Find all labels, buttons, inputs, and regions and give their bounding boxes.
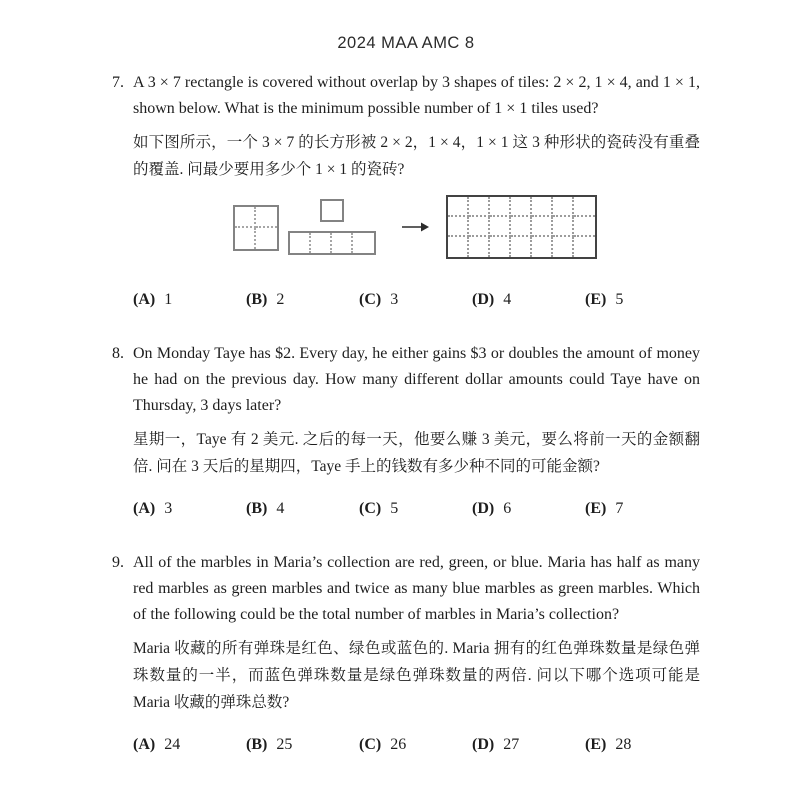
grid-cell	[490, 217, 511, 237]
grid-cell	[469, 217, 490, 237]
choice-label: (E)	[585, 500, 607, 517]
grid-cell	[511, 197, 532, 217]
choice-value: 28	[615, 736, 632, 753]
problem-8	[112, 341, 700, 522]
choice-label: (C)	[359, 291, 382, 308]
choice-label: (D)	[472, 291, 495, 308]
choice-value: 4	[276, 500, 285, 517]
grid-cell	[532, 197, 553, 217]
grid-cell	[469, 197, 490, 217]
problem-text-english: All of the marbles in Maria’s collection are red, green, or blue. Maria has half as many red marbles as green marbles and twice as many blue marbles as green marbles. Which of the following could be the total number of marbles in Maria’s collection?	[133, 554, 700, 623]
grid-cell	[574, 217, 595, 237]
choice-value: 24	[164, 736, 181, 753]
grid-cell	[511, 217, 532, 237]
right-arrow-icon	[401, 220, 429, 239]
choice-A	[133, 287, 246, 313]
choice-value: 7	[615, 500, 624, 517]
grid-cell	[235, 207, 256, 228]
grid-cell	[553, 237, 574, 257]
grid-cell	[311, 233, 332, 253]
choice-value: 3	[390, 291, 399, 308]
choice-label: (C)	[359, 736, 382, 753]
choice-label: (B)	[246, 736, 268, 753]
grid-cell	[553, 217, 574, 237]
grid-cell	[490, 197, 511, 217]
choice-value: 4	[503, 291, 512, 308]
choice-label: (B)	[246, 500, 268, 517]
choice-value: 26	[390, 736, 407, 753]
choice-value: 27	[503, 736, 520, 753]
choice-C	[359, 496, 472, 522]
problem-7	[112, 70, 700, 313]
choice-value: 5	[615, 291, 624, 308]
problem-text-chinese: 如下图所示，一个 3 × 7 的长方形被 2 × 2，1 × 4，1 × 1 这 3 种形状的瓷砖没有重叠的覆盖. 问最少要用多少个 1 × 1 的瓷砖?	[133, 134, 700, 178]
grid-cell	[511, 237, 532, 257]
tile-1x4	[288, 231, 376, 255]
grid-cell	[353, 233, 374, 253]
grid-cell	[532, 217, 553, 237]
choice-label: (D)	[472, 500, 495, 517]
problem-text-english: On Monday Taye has $2. Every day, he either gains $3 or doubles the amount of money he had on the previous day. How many different dollar amounts could Taye have on Thursday, 3 days later?	[133, 345, 700, 414]
grid-cell	[448, 197, 469, 217]
rectangle-3x7	[446, 195, 597, 259]
answer-choices	[133, 287, 700, 313]
problem-number: 9.	[112, 554, 124, 571]
choice-value: 25	[276, 736, 293, 753]
choice-label: (A)	[133, 291, 156, 308]
answer-choices	[133, 732, 700, 758]
problem-text-chinese: 星期一，Taye 有 2 美元. 之后的每一天，他要么赚 3 美元，要么将前一天的金额翻倍. 问在 3 天后的星期四，Taye 手上的钱数有多少种不同的可能金额?	[133, 431, 700, 475]
choice-value: 3	[164, 500, 173, 517]
choice-label: (E)	[585, 736, 607, 753]
grid-cell	[532, 237, 553, 257]
problem-number: 8.	[112, 345, 124, 362]
choice-C	[359, 287, 472, 313]
problem-9	[112, 550, 700, 758]
choice-value: 2	[276, 291, 285, 308]
tiles-figure	[133, 195, 700, 267]
page-title: 2024 MAA AMC 8	[337, 34, 475, 52]
problem-number: 7.	[112, 74, 124, 91]
choice-E	[585, 732, 631, 758]
grid-cell	[490, 237, 511, 257]
choice-E	[585, 287, 623, 313]
grid-cell	[574, 197, 595, 217]
choice-value: 5	[390, 500, 399, 517]
tile-1x1	[320, 199, 344, 222]
grid-cell	[256, 228, 277, 249]
choice-C	[359, 732, 472, 758]
choice-label: (B)	[246, 291, 268, 308]
problem-text-english: A 3 × 7 rectangle is covered without overlap by 3 shapes of tiles: 2 × 2, 1 × 4, and 1 × 1, shown below. What is the minimum possible number of 1 × 1 tiles used?	[133, 74, 700, 117]
grid-cell	[448, 217, 469, 237]
choice-value: 1	[164, 291, 173, 308]
grid-cell	[553, 197, 574, 217]
choice-D	[472, 496, 585, 522]
choice-B	[246, 732, 359, 758]
grid-cell	[448, 237, 469, 257]
choice-label: (A)	[133, 500, 156, 517]
grid-cell	[290, 233, 311, 253]
choice-label: (D)	[472, 736, 495, 753]
choice-E	[585, 496, 623, 522]
choice-D	[472, 287, 585, 313]
grid-cell	[256, 207, 277, 228]
grid-cell	[332, 233, 353, 253]
grid-cell	[235, 228, 256, 249]
answer-choices	[133, 496, 700, 522]
choice-label: (A)	[133, 736, 156, 753]
tile-2x2	[233, 205, 279, 251]
grid-cell	[469, 237, 490, 257]
choice-A	[133, 496, 246, 522]
choice-label: (E)	[585, 291, 607, 308]
problem-text-chinese: Maria 收藏的所有弹珠是红色、绿色或蓝色的. Maria 拥有的红色弹珠数量是绿色弹珠数量的一半，而蓝色弹珠数量是绿色弹珠数量的两倍. 问以下哪个选项可能是 Maria 收藏的弹珠总数?	[133, 640, 700, 711]
choice-B	[246, 287, 359, 313]
choice-label: (C)	[359, 500, 382, 517]
choice-A	[133, 732, 246, 758]
choice-value: 6	[503, 500, 512, 517]
choice-D	[472, 732, 585, 758]
grid-cell	[574, 237, 595, 257]
choice-B	[246, 496, 359, 522]
